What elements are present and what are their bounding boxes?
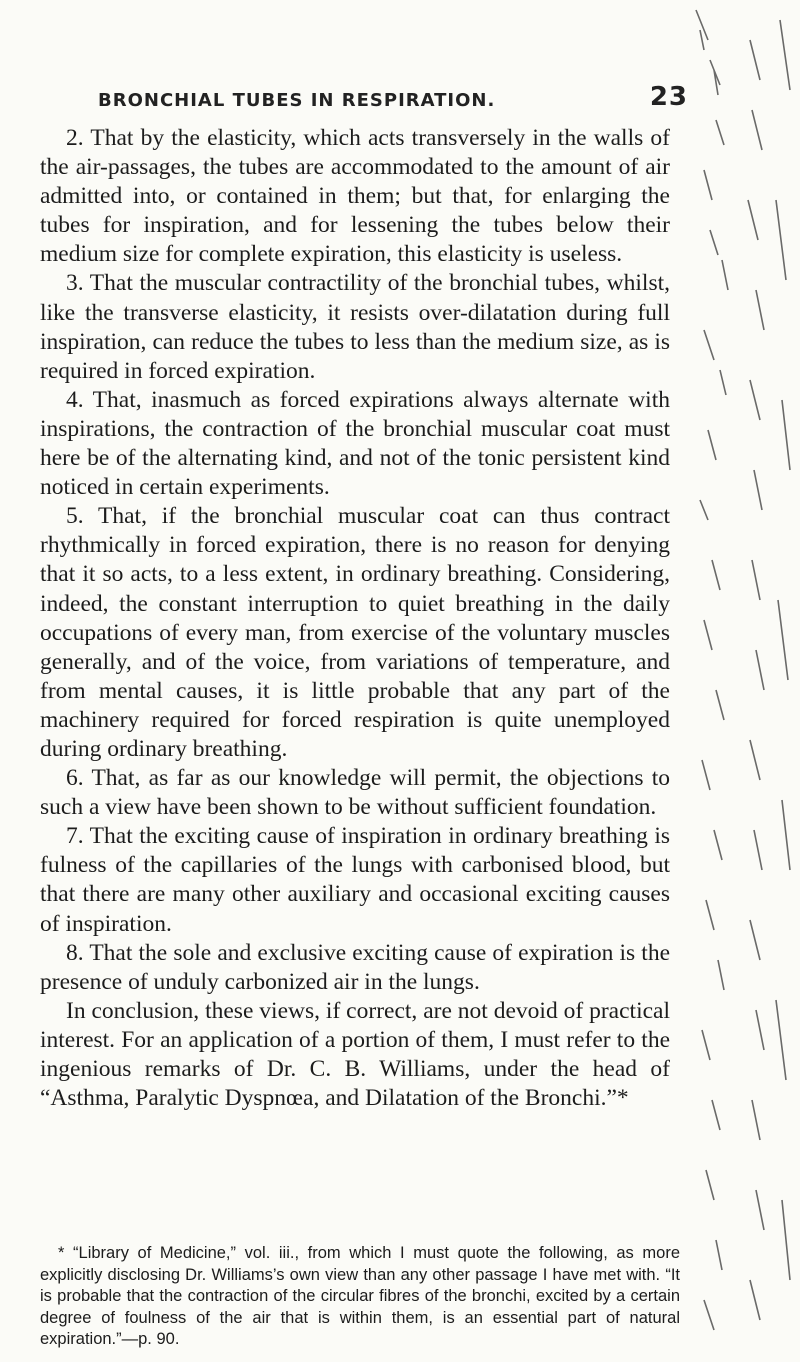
footnote-text: * “Library of Medicine,” vol. iii., from which I must quote the following, as more explicitly disclosing Dr. Williams’s own view than any other passage I have met with. “It is probable that the contraction of the circular fibres of the bronchi, excited by a certain degree of foulness of the air that is within them, is an essential part of natural expiration.”—p. 90. bbox=[40, 1244, 680, 1349]
margin-ink-marks bbox=[690, 0, 800, 1362]
paragraph-5: 5. That, if the bronchial muscular coat can thus contract rhythmically in forced expiration, there is no reason for denying that it so acts, to a less extent, in ordinary breathing. Considering, indeed, the constant interruption to quiet breathing in the daily occupations of every man, from exercise of the voluntary muscles generally, and of the voice, from variations of temperature, and from mental causes, it is little probable that any part of the machinery required for forced respiration is quite unemployed during ordinary breathing. bbox=[40, 503, 670, 762]
running-header bbox=[98, 82, 688, 112]
footnote bbox=[40, 1243, 680, 1351]
paragraph-7: 7. That the exciting cause of inspiration in ordinary breathing is fulness of the capillaries of the lungs with carbonised blood, but that there are many other auxiliary and occasional exciting causes of inspiration. bbox=[40, 823, 670, 937]
paragraph-6: 6. That, as far as our knowledge will permit, the objections to such a view have been shown to be without sufficient foundation. bbox=[40, 765, 670, 821]
paragraph-8: 8. That the sole and exclusive exciting cause of expiration is the presence of unduly carbonized air in the lungs. bbox=[40, 939, 670, 995]
paragraph-2: 2. That by the elasticity, which acts transversely in the walls of the air-passages, the tubes are accommodated to the amount of air admitted into, or contained in them; but that, for enlarging the tubes for inspiration, and for lessening the tubes below their medium size for complete expiration, this elasticity is useless. bbox=[40, 125, 670, 268]
page-number: 23 bbox=[649, 82, 688, 112]
paragraph-3: 3. That the muscular contractility of the bronchial tubes, whilst, like the transverse elasticity, it resists over-dilatation during full inspiration, can reduce the tubes to less than the medium size, as is required in forced expiration. bbox=[40, 270, 670, 384]
paragraph-conclusion: In conclusion, these views, if correct, are not devoid of practical interest. For an application of a portion of them, I must refer to the ingenious remarks of Dr. C. B. Williams, under the head of “Asthma, Paralytic Dyspnœa, and Dilatation of the Bronchi.”* bbox=[40, 997, 670, 1112]
running-title: BRONCHIAL TUBES IN RESPIRATION. bbox=[98, 90, 496, 111]
paragraph-4: 4. That, inasmuch as forced expirations always alternate with inspirations, the contraction of the bronchial muscular coat must here be of the alternating kind, and not of the tonic persistent kind noticed in certain experiments. bbox=[40, 386, 670, 501]
body-text bbox=[40, 124, 670, 1113]
